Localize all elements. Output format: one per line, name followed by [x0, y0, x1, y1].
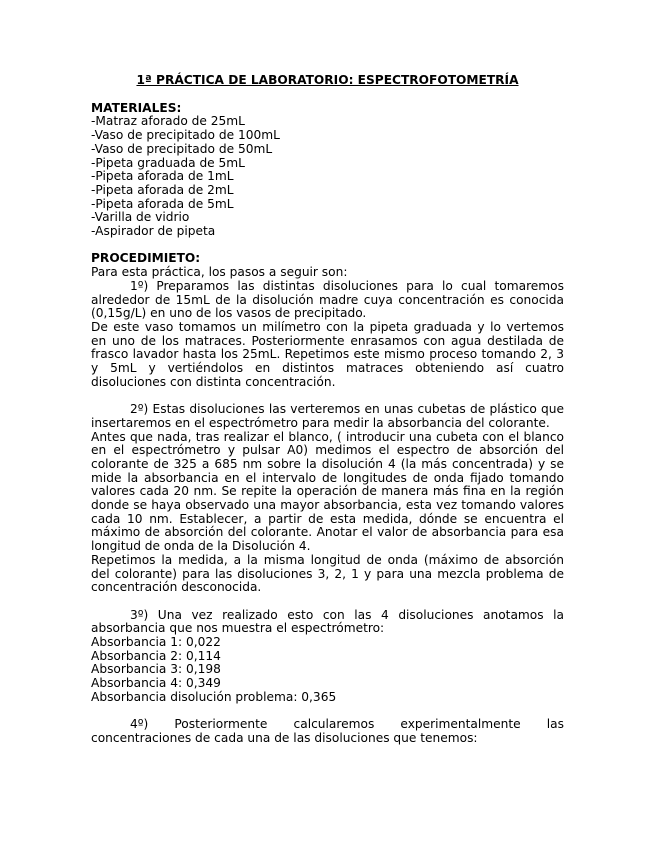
material-item: -Pipeta aforada de 5mL: [91, 196, 234, 211]
step-2-repeat: Repetimos la medida, a la misma longitud de onda (máximo de absorción del colorante) para las disoluciones 3, 2, 1 y para una mezcla problema de concentración desconocida.: [91, 552, 564, 595]
step-4-paragraph: 4º) Posteriormente calcularemos experimentalmente las concentraciones de cada una de las disoluciones que tenemos:: [91, 717, 564, 745]
material-item: -Vaso de precipitado de 100mL: [91, 128, 280, 143]
material-item: -Varilla de vidrio: [91, 210, 190, 225]
absorbance-value: Absorbancia disolución problema: 0,365: [91, 689, 337, 704]
material-item: -Pipeta aforada de 1mL: [91, 169, 234, 184]
procedimiento-intro: Para esta práctica, los pasos a seguir son:: [91, 265, 348, 280]
material-item: -Matraz aforado de 25mL: [91, 114, 245, 129]
document-title: 1ª PRÁCTICA DE LABORATORIO: ESPECTROFOTOMETRÍA: [136, 73, 519, 87]
document-page: [91, 74, 564, 746]
material-item: -Vaso de precipitado de 50mL: [91, 141, 273, 156]
step-1-paragraph: 1º) Preparamos las distintas disoluciones para lo cual tomaremos alrededor de 15mL de la disolución madre cuya concentración es conocida (0,15g/L) en uno de los vasos de precipitado.: [91, 278, 564, 321]
absorbance-value: Absorbancia 2: 0,114: [91, 648, 221, 663]
material-item: -Pipeta aforada de 2mL: [91, 182, 234, 197]
absorbance-value: Absorbancia 1: 0,022: [91, 635, 221, 650]
material-item: -Aspirador de pipeta: [91, 224, 216, 239]
step-3-paragraph: 3º) Una vez realizado esto con las 4 disoluciones anotamos la absorbancia que nos muestra el espectrómetro:: [91, 607, 564, 636]
absorbance-value: Absorbancia 4: 0,349: [91, 676, 221, 691]
materiales-heading: MATERIALES:: [91, 100, 182, 115]
material-item: -Pipeta graduada de 5mL: [91, 155, 245, 170]
step-2-paragraph: 2º) Estas disoluciones las verteremos en unas cubetas de plástico que insertaremos en el espectrómetro para medir la absorbancia del colorante.: [91, 402, 564, 430]
procedimiento-heading: PROCEDIMIETO:: [91, 251, 201, 266]
step-1-continuation: De este vaso tomamos un milímetro con la pipeta graduada y lo vertemos en uno de los matraces. Posteriormente enrasamos con agua destilada de frasco lavador hasta los 25mL. Repetimos este mismo proceso tomando 2, 3 y 5mL y vertiéndolos en distintos matraces obteniendo así cuatro disoluciones con distinta concentración.: [91, 319, 564, 389]
absorbance-value: Absorbancia 3: 0,198: [91, 662, 221, 677]
step-2-procedure: Antes que nada, tras realizar el blanco, ( introducir una cubeta con el blanco en el espectrómetro y pulsar A0) medimos el espectro de absorción del colorante de 325 a 685 nm sobre la disolución 4 (la más concentrada) y se mide la absorbancia en el intervalo de longitudes de onda fijado tomando valores cada 20 nm. Se repite la operación de manera más fina en la región donde se haya observado una mayor absorbancia, esta vez tomando valores cada 10 nm. Establecer, a partir de esta medida, dónde se encuentra el máximo de absorción del colorante. Anotar el valor de absorbancia para esa longitud de onda de la Disolución 4.: [91, 429, 564, 554]
